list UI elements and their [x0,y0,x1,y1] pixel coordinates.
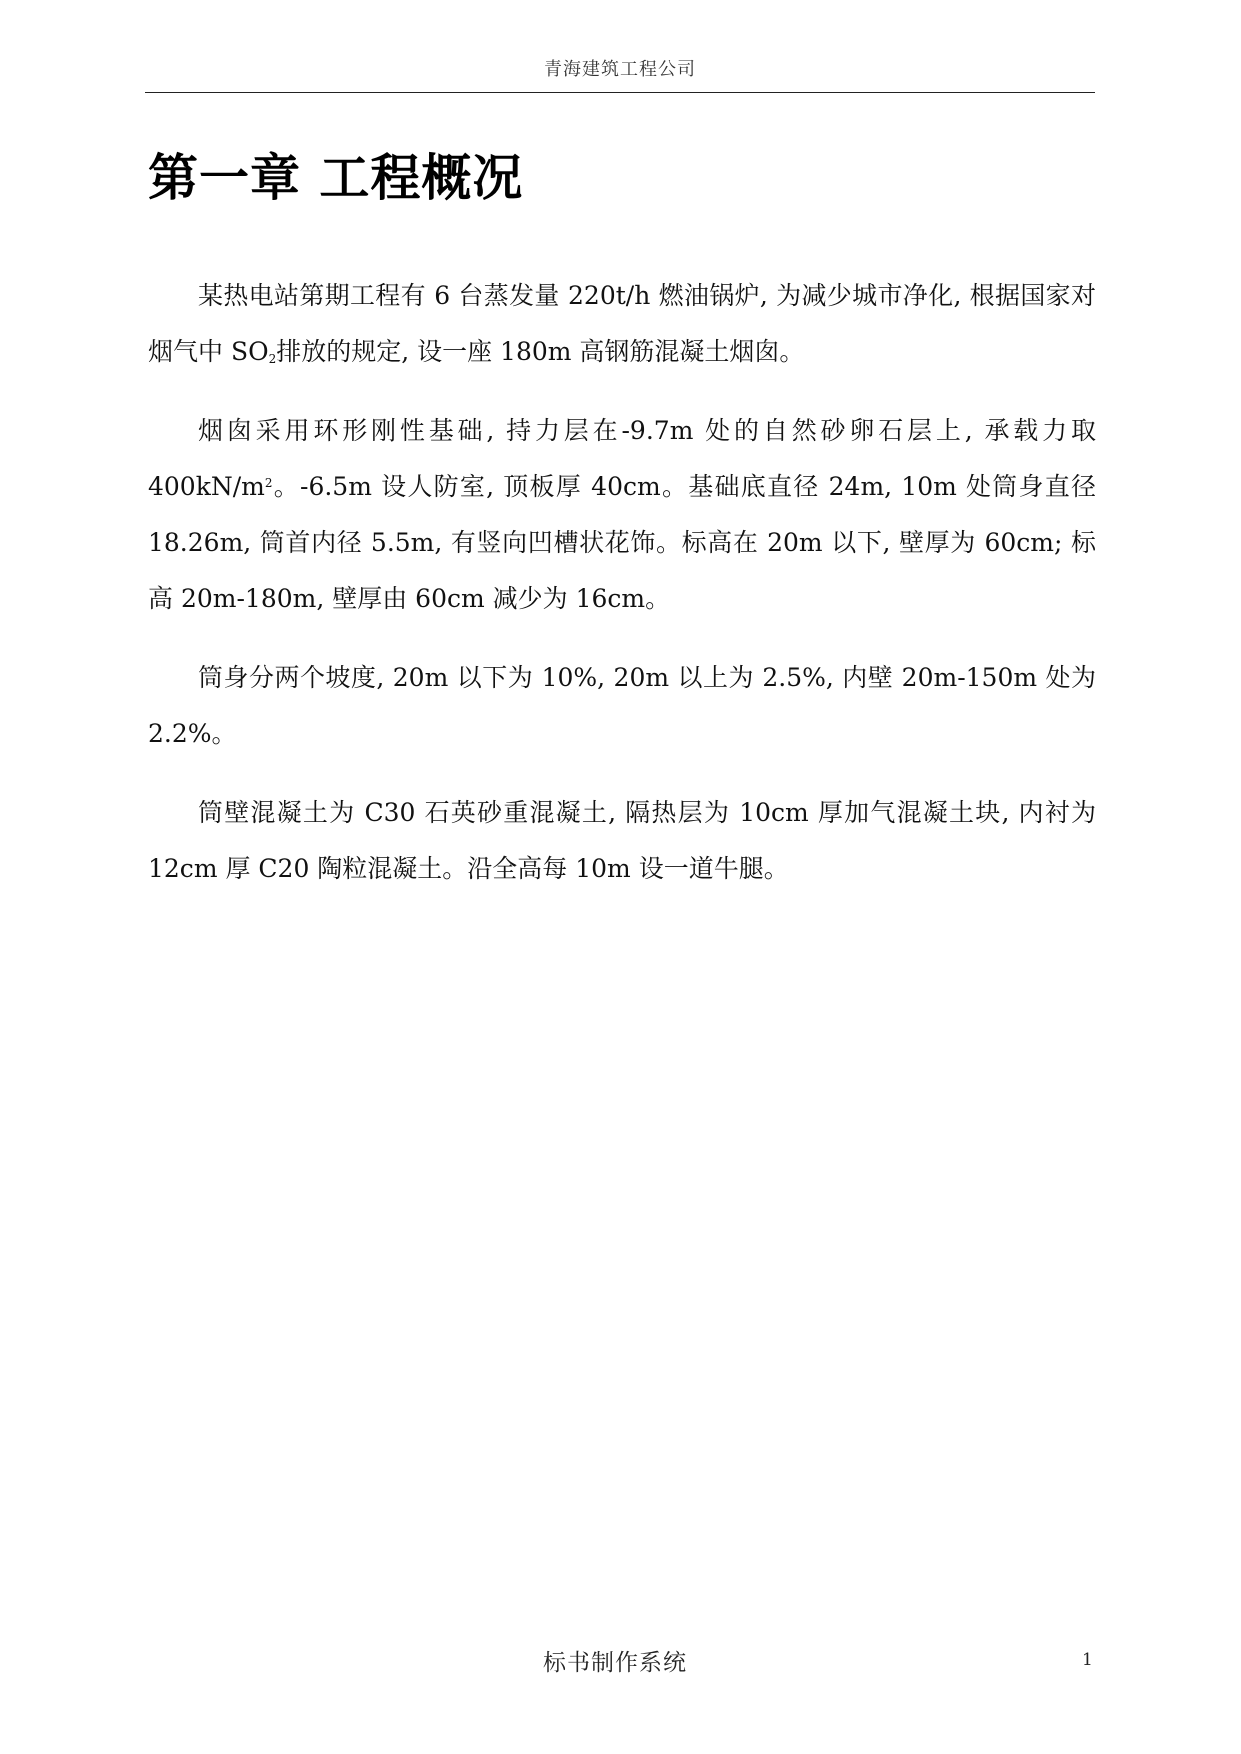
paragraph-project-overview [148,268,1096,380]
paragraph-3-text: 筒身分两个坡度, 20m 以下为 10%, 20m 以上为 2.5%, 内壁 20m-150m 处为 2.2%。 [148,663,1096,748]
paragraph-1-text-b: 排放的规定, 设一座 180m 高钢筋混凝土烟囱。 [276,337,805,366]
paragraph-4-text: 筒壁混凝土为 C30 石英砂重混凝土, 隔热层为 10cm 厚加气混凝土块, 内衬为 12cm 厚 C20 陶粒混凝土。沿全高每 10m 设一道牛腿。 [148,798,1096,883]
paragraph-2-text-b: 。-6.5m 设人防室, 顶板厚 40cm。基础底直径 24m, 10m 处筒身直径 18.26m, 筒首内径 5.5m, 有竖向凹槽状花饰。标高在 20m 以下, 壁厚为 60cm; 标高 20m-180m, 壁厚由 60cm 减少为 16cm。 [148,472,1096,613]
paragraph-2-text-a: 烟囱采用环形刚性基础, 持力层在-9.7m 处的自然砂卵石层上, 承载力取 400kN/m [148,416,1096,501]
so2-subscript: 2 [268,352,277,366]
page-header [145,58,1095,93]
document-body [148,268,1096,920]
page-footer [430,1648,800,1678]
chapter-title: 第一章 工程概况 [148,149,524,207]
square-meter-superscript: 2 [264,476,273,490]
paragraph-1-text-a: 某热电站第期工程有 6 台蒸发量 220t/h 燃油锅炉, 为减少城市净化, 根据国家对烟气中 SO [148,281,1096,366]
footer-system-name: 标书制作系统 [543,1650,687,1676]
paragraph-foundation [148,403,1096,627]
paragraph-slope [148,650,1096,762]
page-number: 1 [1082,1650,1093,1670]
header-company-name: 青海建筑工程公司 [544,59,696,80]
paragraph-concrete [148,785,1096,897]
